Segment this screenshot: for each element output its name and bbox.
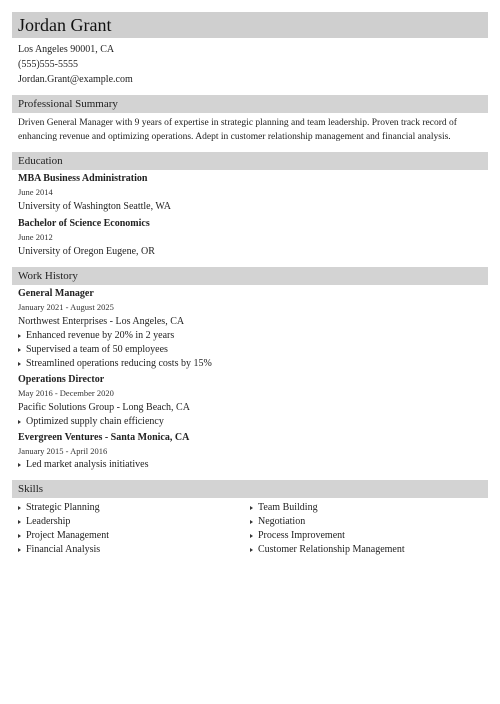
section-heading-summary — [12, 95, 488, 113]
skills-column-left — [18, 501, 250, 557]
list-item — [18, 515, 250, 529]
list-item — [18, 501, 250, 515]
job-dates: January 2021 - August 2025 — [18, 302, 114, 312]
skill-text: Leadership — [26, 516, 71, 527]
list-item — [18, 343, 482, 357]
job-bullets — [18, 458, 482, 472]
skill-text: Process Improvement — [258, 530, 345, 541]
job-title: Operations Director — [18, 374, 105, 385]
job-bullets — [18, 329, 482, 371]
section-heading-skills — [12, 480, 488, 498]
education-item — [18, 217, 482, 259]
section-heading-education — [12, 152, 488, 170]
list-item — [250, 529, 482, 543]
bullet-text: Supervised a team of 50 employees — [26, 344, 168, 355]
job-title: Evergreen Ventures - Santa Monica, CA — [18, 432, 190, 443]
list-item — [18, 458, 482, 472]
skill-text: Customer Relationship Management — [258, 544, 405, 555]
job-bullets — [18, 415, 482, 429]
skill-text: Negotiation — [258, 516, 306, 527]
bullet-icon — [18, 520, 21, 524]
degree-title: MBA Business Administration — [18, 173, 148, 184]
bullet-icon — [250, 506, 253, 510]
bullet-icon — [250, 520, 253, 524]
degree-date: June 2014 — [18, 187, 53, 197]
section-title: Education — [18, 155, 63, 167]
job-item — [18, 373, 482, 429]
section-title: Professional Summary — [18, 98, 118, 110]
contact-address: Los Angeles 90001, CA — [18, 44, 115, 55]
work-list — [12, 285, 488, 472]
summary-text: Driven General Manager with 9 years of expertise in strategic planning and team leadership. Proven track record of enhancing revenue and optimizing operations. Adept in customer relationship management and financial analysis. — [18, 118, 457, 142]
degree-date: June 2012 — [18, 232, 53, 242]
name-header — [12, 12, 488, 38]
bullet-text: Streamlined operations reducing costs by 15% — [26, 358, 212, 369]
skill-text: Financial Analysis — [26, 544, 101, 555]
job-item — [18, 431, 482, 472]
job-item — [18, 287, 482, 371]
job-dates: May 2016 - December 2020 — [18, 388, 114, 398]
list-item — [18, 415, 482, 429]
list-item — [250, 515, 482, 529]
list-item — [250, 501, 482, 515]
skill-text: Strategic Planning — [26, 502, 100, 513]
education-item — [18, 172, 482, 214]
list-item — [18, 357, 482, 371]
section-title: Skills — [18, 483, 44, 495]
contact-email: Jordan.Grant@example.com — [18, 74, 133, 85]
list-item — [250, 543, 482, 557]
job-dates: January 2015 - April 2016 — [18, 446, 108, 456]
bullet-text: Optimized supply chain efficiency — [26, 416, 164, 427]
bullet-icon — [18, 548, 21, 552]
skill-text: Project Management — [26, 530, 110, 541]
section-title: Work History — [18, 270, 78, 282]
skill-text: Team Building — [258, 502, 318, 513]
school-name: University of Oregon Eugene, OR — [18, 246, 155, 257]
bullet-icon — [250, 548, 253, 552]
contact-phone: (555)555-5555 — [18, 59, 78, 70]
school-name: University of Washington Seattle, WA — [18, 201, 171, 212]
job-company: Pacific Solutions Group - Long Beach, CA — [18, 402, 190, 413]
skills-column-right — [250, 501, 482, 557]
bullet-icon — [18, 463, 21, 467]
list-item — [18, 543, 250, 557]
bullet-icon — [18, 362, 21, 366]
job-title: General Manager — [18, 288, 94, 299]
list-item — [18, 329, 482, 343]
job-company: Northwest Enterprises - Los Angeles, CA — [18, 316, 185, 327]
bullet-icon — [18, 334, 21, 338]
bullet-icon — [18, 348, 21, 352]
list-item — [18, 529, 250, 543]
skills-grid — [12, 498, 488, 557]
candidate-name: Jordan Grant — [18, 14, 112, 35]
bullet-text: Led market analysis initiatives — [26, 459, 149, 470]
bullet-icon — [250, 534, 253, 538]
section-heading-work — [12, 267, 488, 285]
bullet-icon — [18, 534, 21, 538]
bullet-text: Enhanced revenue by 20% in 2 years — [26, 330, 175, 341]
bullet-icon — [18, 506, 21, 510]
education-list — [12, 170, 488, 259]
bullet-icon — [18, 420, 21, 424]
contact-info — [12, 38, 488, 87]
degree-title: Bachelor of Science Economics — [18, 218, 150, 229]
